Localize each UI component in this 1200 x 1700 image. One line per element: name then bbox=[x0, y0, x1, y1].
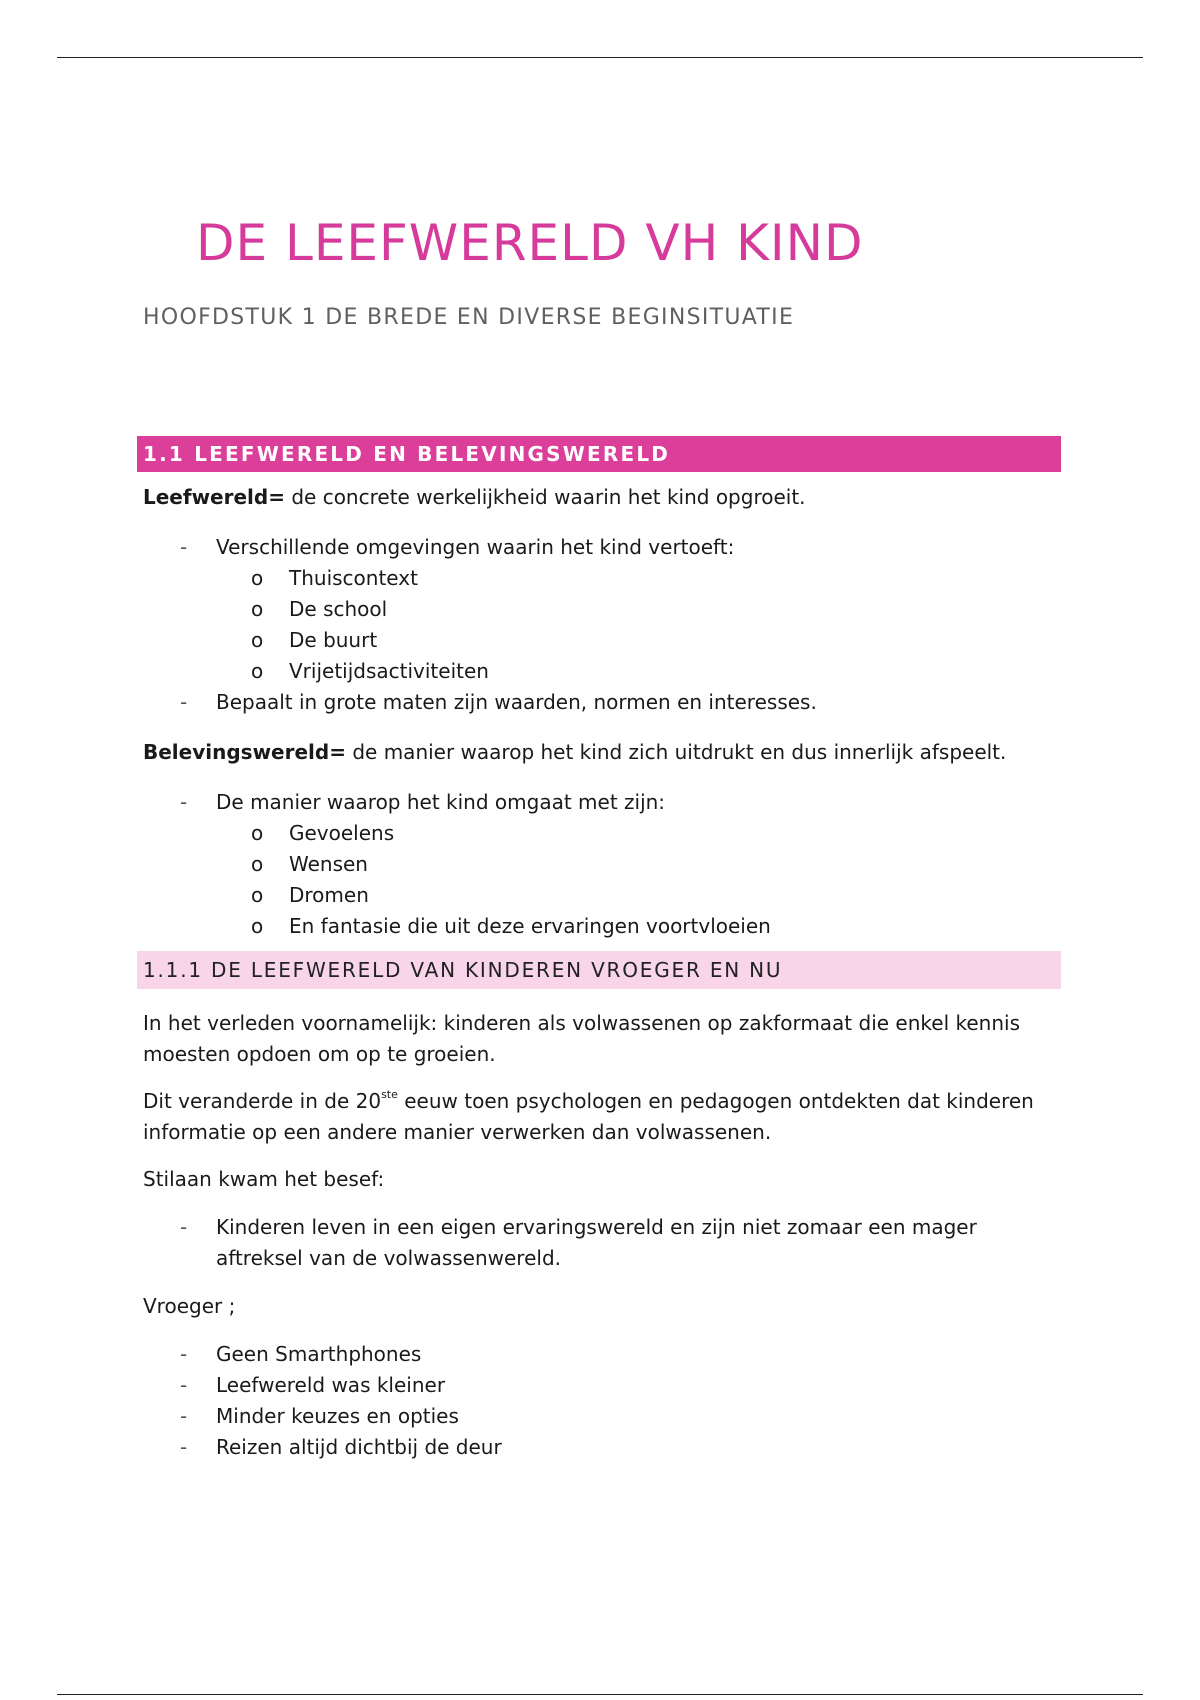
list-item-text: Minder keuzes en opties bbox=[216, 1404, 459, 1428]
list-item bbox=[143, 687, 1061, 718]
belevingswereld-sub-list bbox=[216, 818, 1061, 942]
leefwereld-definition-text: de concrete werkelijkheid waarin het kind opgroeit. bbox=[284, 485, 806, 509]
list-item-text: Geen Smarthphones bbox=[216, 1342, 422, 1366]
vroeger-list bbox=[143, 1339, 1061, 1463]
sub-list-item bbox=[143, 880, 1061, 911]
sub-list-item bbox=[143, 656, 1061, 687]
sub-list-item bbox=[143, 849, 1061, 880]
header-rule bbox=[57, 57, 1143, 58]
list-item bbox=[143, 787, 1061, 942]
belevingswereld-list bbox=[143, 787, 1061, 942]
circle-bullet: o bbox=[251, 566, 264, 590]
sub-list-item-text: De school bbox=[289, 597, 388, 621]
sub-list-item bbox=[143, 818, 1061, 849]
footer-rule bbox=[57, 1694, 1143, 1695]
list-item-text: Reizen altijd dichtbij de deur bbox=[216, 1435, 502, 1459]
sub-list-item bbox=[143, 594, 1061, 625]
list-item bbox=[143, 1432, 1061, 1463]
circle-bullet: o bbox=[251, 883, 264, 907]
belevingswereld-definition-text: de manier waarop het kind zich uitdrukt en dus innerlijk afspeelt. bbox=[345, 740, 1007, 764]
dash-bullet: - bbox=[180, 1342, 188, 1366]
list-item bbox=[143, 1339, 1061, 1370]
insight-paragraph: Stilaan kwam het besef: bbox=[143, 1167, 385, 1191]
list-item bbox=[143, 1401, 1061, 1432]
document-subtitle: HOOFDSTUK 1 DE BREDE EN DIVERSE BEGINSITUATIE bbox=[143, 305, 795, 330]
list-item-text: Bepaalt in grote maten zijn waarden, normen en interesses. bbox=[216, 690, 817, 714]
document-body bbox=[143, 436, 1061, 1463]
list-item bbox=[143, 1370, 1061, 1401]
section-heading-1-1: 1.1 LEEFWERELD EN BELEVINGSWERELD bbox=[137, 436, 1061, 472]
belevingswereld-definition bbox=[143, 737, 1061, 768]
leefwereld-list bbox=[143, 532, 1061, 718]
change-paragraph-rest: eeuw toen psychologen en pedagogen ontdekten dat kinderen informatie op een andere manier verwerken dan volwassenen. bbox=[143, 1089, 1034, 1144]
dash-bullet: - bbox=[180, 1404, 188, 1428]
circle-bullet: o bbox=[251, 852, 264, 876]
document-title: DE LEEFWERELD VH KIND bbox=[196, 214, 864, 272]
dash-bullet: - bbox=[180, 790, 188, 814]
list-item-text: Kinderen leven in een eigen ervaringswereld en zijn niet zomaar een mager aftreksel van de volwassenwereld. bbox=[216, 1215, 977, 1270]
circle-bullet: o bbox=[251, 659, 264, 683]
section-heading-1-1-1: 1.1.1 DE LEEFWERELD VAN KINDEREN VROEGER EN NU bbox=[137, 951, 1061, 989]
vroeger-label: Vroeger ; bbox=[143, 1294, 236, 1318]
leefwereld-sub-list bbox=[216, 563, 1061, 687]
sub-list-item-text: Thuiscontext bbox=[289, 566, 418, 590]
dash-bullet: - bbox=[180, 1215, 188, 1239]
belevingswereld-term: Belevingswereld= bbox=[143, 740, 346, 764]
list-item-text: Leefwereld was kleiner bbox=[216, 1373, 446, 1397]
dash-bullet: - bbox=[180, 535, 188, 559]
sub-list-item bbox=[143, 911, 1061, 942]
circle-bullet: o bbox=[251, 628, 264, 652]
sub-list-item-text: En fantasie die uit deze ervaringen voortvloeien bbox=[289, 914, 771, 938]
list-item bbox=[143, 1212, 1061, 1274]
circle-bullet: o bbox=[251, 914, 264, 938]
insight-list bbox=[143, 1212, 1061, 1274]
change-paragraph bbox=[143, 1086, 1061, 1148]
dash-bullet: - bbox=[180, 690, 188, 714]
list-item-text: Verschillende omgevingen waarin het kind vertoeft: bbox=[216, 535, 735, 559]
change-paragraph-text: Dit veranderde in de 20 bbox=[143, 1089, 382, 1113]
leefwereld-term: Leefwereld= bbox=[143, 485, 285, 509]
sub-list-item-text: Vrijetijdsactiviteiten bbox=[289, 659, 489, 683]
dash-bullet: - bbox=[180, 1373, 188, 1397]
sub-list-item-text: De buurt bbox=[289, 628, 378, 652]
history-paragraph: In het verleden voornamelijk: kinderen als volwassenen op zakformaat die enkel kennis moesten opdoen om op te groeien. bbox=[143, 1011, 1020, 1066]
leefwereld-definition bbox=[143, 482, 1061, 513]
dash-bullet: - bbox=[180, 1435, 188, 1459]
sub-list-item-text: Gevoelens bbox=[289, 821, 395, 845]
list-item bbox=[143, 532, 1061, 687]
sub-list-item-text: Dromen bbox=[289, 883, 369, 907]
list-item-text: De manier waarop het kind omgaat met zijn: bbox=[216, 790, 666, 814]
ordinal-superscript: ste bbox=[381, 1088, 398, 1101]
sub-list-item-text: Wensen bbox=[289, 852, 368, 876]
sub-list-item bbox=[143, 625, 1061, 656]
circle-bullet: o bbox=[251, 597, 264, 621]
circle-bullet: o bbox=[251, 821, 264, 845]
sub-list-item bbox=[143, 563, 1061, 594]
